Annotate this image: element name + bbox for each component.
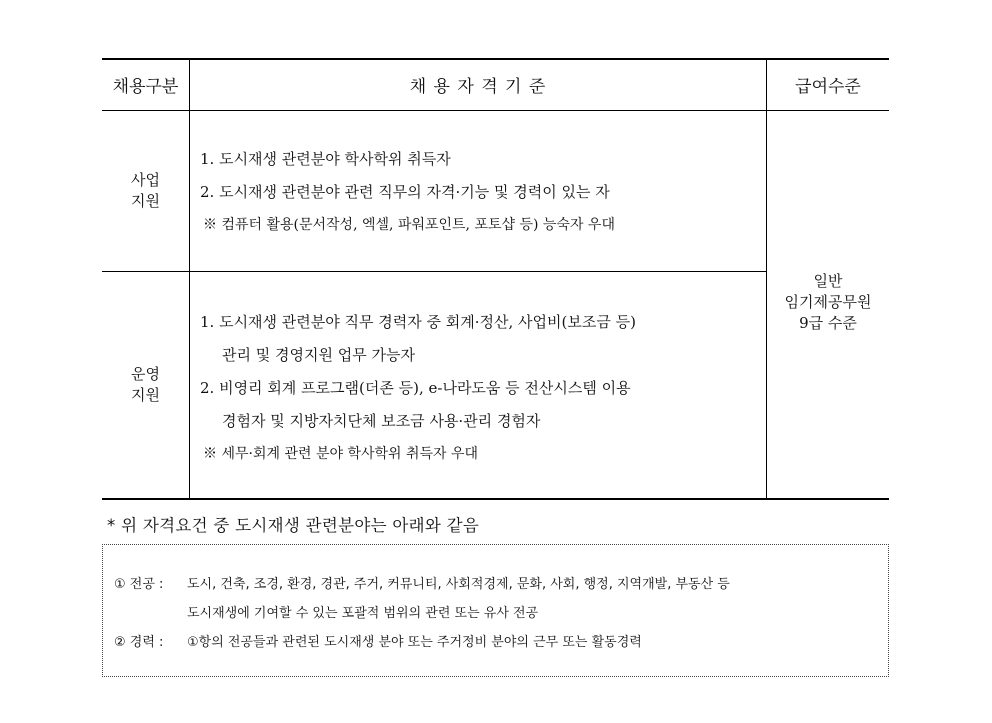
row1-note: ※ 컴퓨터 활용(문서작성, 엑셀, 파워포인트, 포토샵 등) 능숙자 우대 <box>203 217 615 233</box>
row1-item-1: 1. 도시재생 관련분야 학사학위 취득자 <box>200 150 451 168</box>
row2-item-2: 2. 비영리 회계 프로그램(더존 등), e-나라도움 등 전산시스템 이용 <box>200 379 631 397</box>
qualification-table <box>102 58 889 500</box>
major-line-1: 도시, 건축, 조경, 환경, 경관, 주거, 커뮤니티, 사회적경제, 문화, 사회, 행정, 지역개발, 부동산 등 <box>187 577 730 592</box>
career-line: ①항의 전공들과 관련된 도시재생 분야 또는 주거정비 분야의 근무 또는 활동경력 <box>187 635 642 650</box>
col-divider-1 <box>189 58 190 500</box>
header-category: 채용구분 <box>112 76 179 97</box>
header-criteria: 채 용 자 격 기 준 <box>409 76 547 97</box>
row1-criteria <box>200 143 615 241</box>
row2-criteria <box>200 306 636 470</box>
pay-line-3: 9급 수준 <box>799 314 857 332</box>
pay-level <box>767 271 889 334</box>
pay-line-2: 임기제공무원 <box>784 293 872 311</box>
header-divider <box>102 110 889 111</box>
major-line-2: 도시재생에 기여할 수 있는 포괄적 범위의 관련 또는 유사 전공 <box>187 606 539 621</box>
row2-category <box>102 272 189 498</box>
row1-category-line2: 지원 <box>131 192 160 210</box>
row1-category <box>102 111 189 271</box>
row2-item-1-cont: 관리 및 경영지원 업무 가능자 <box>222 346 415 364</box>
row2-item-1: 1. 도시재생 관련분야 직무 경력자 중 회계·정산, 사업비(보조금 등) <box>200 313 636 331</box>
row2-category-line2: 지원 <box>131 386 160 404</box>
table-bottom-border <box>102 498 889 500</box>
footnote: * 위 자격요건 중 도시재생 관련분야는 아래와 같음 <box>107 516 480 535</box>
header-pay: 급여수준 <box>795 76 861 97</box>
row2-category-line1: 운영 <box>131 365 160 383</box>
major-label: ① 전공 : <box>114 577 164 592</box>
row1-category-line1: 사업 <box>131 171 160 189</box>
pay-line-1: 일반 <box>813 272 843 290</box>
career-label: ② 경력 : <box>114 635 164 650</box>
definition-box <box>102 544 889 677</box>
row2-item-2-cont: 경험자 및 지방자치단체 보조금 사용·관리 경험자 <box>222 412 541 430</box>
row2-note: ※ 세무·회계 관련 분야 학사학위 취득자 우대 <box>203 446 479 462</box>
row1-item-2: 2. 도시재생 관련분야 관련 직무의 자격·기능 및 경력이 있는 자 <box>200 183 610 201</box>
row-divider <box>102 271 767 272</box>
